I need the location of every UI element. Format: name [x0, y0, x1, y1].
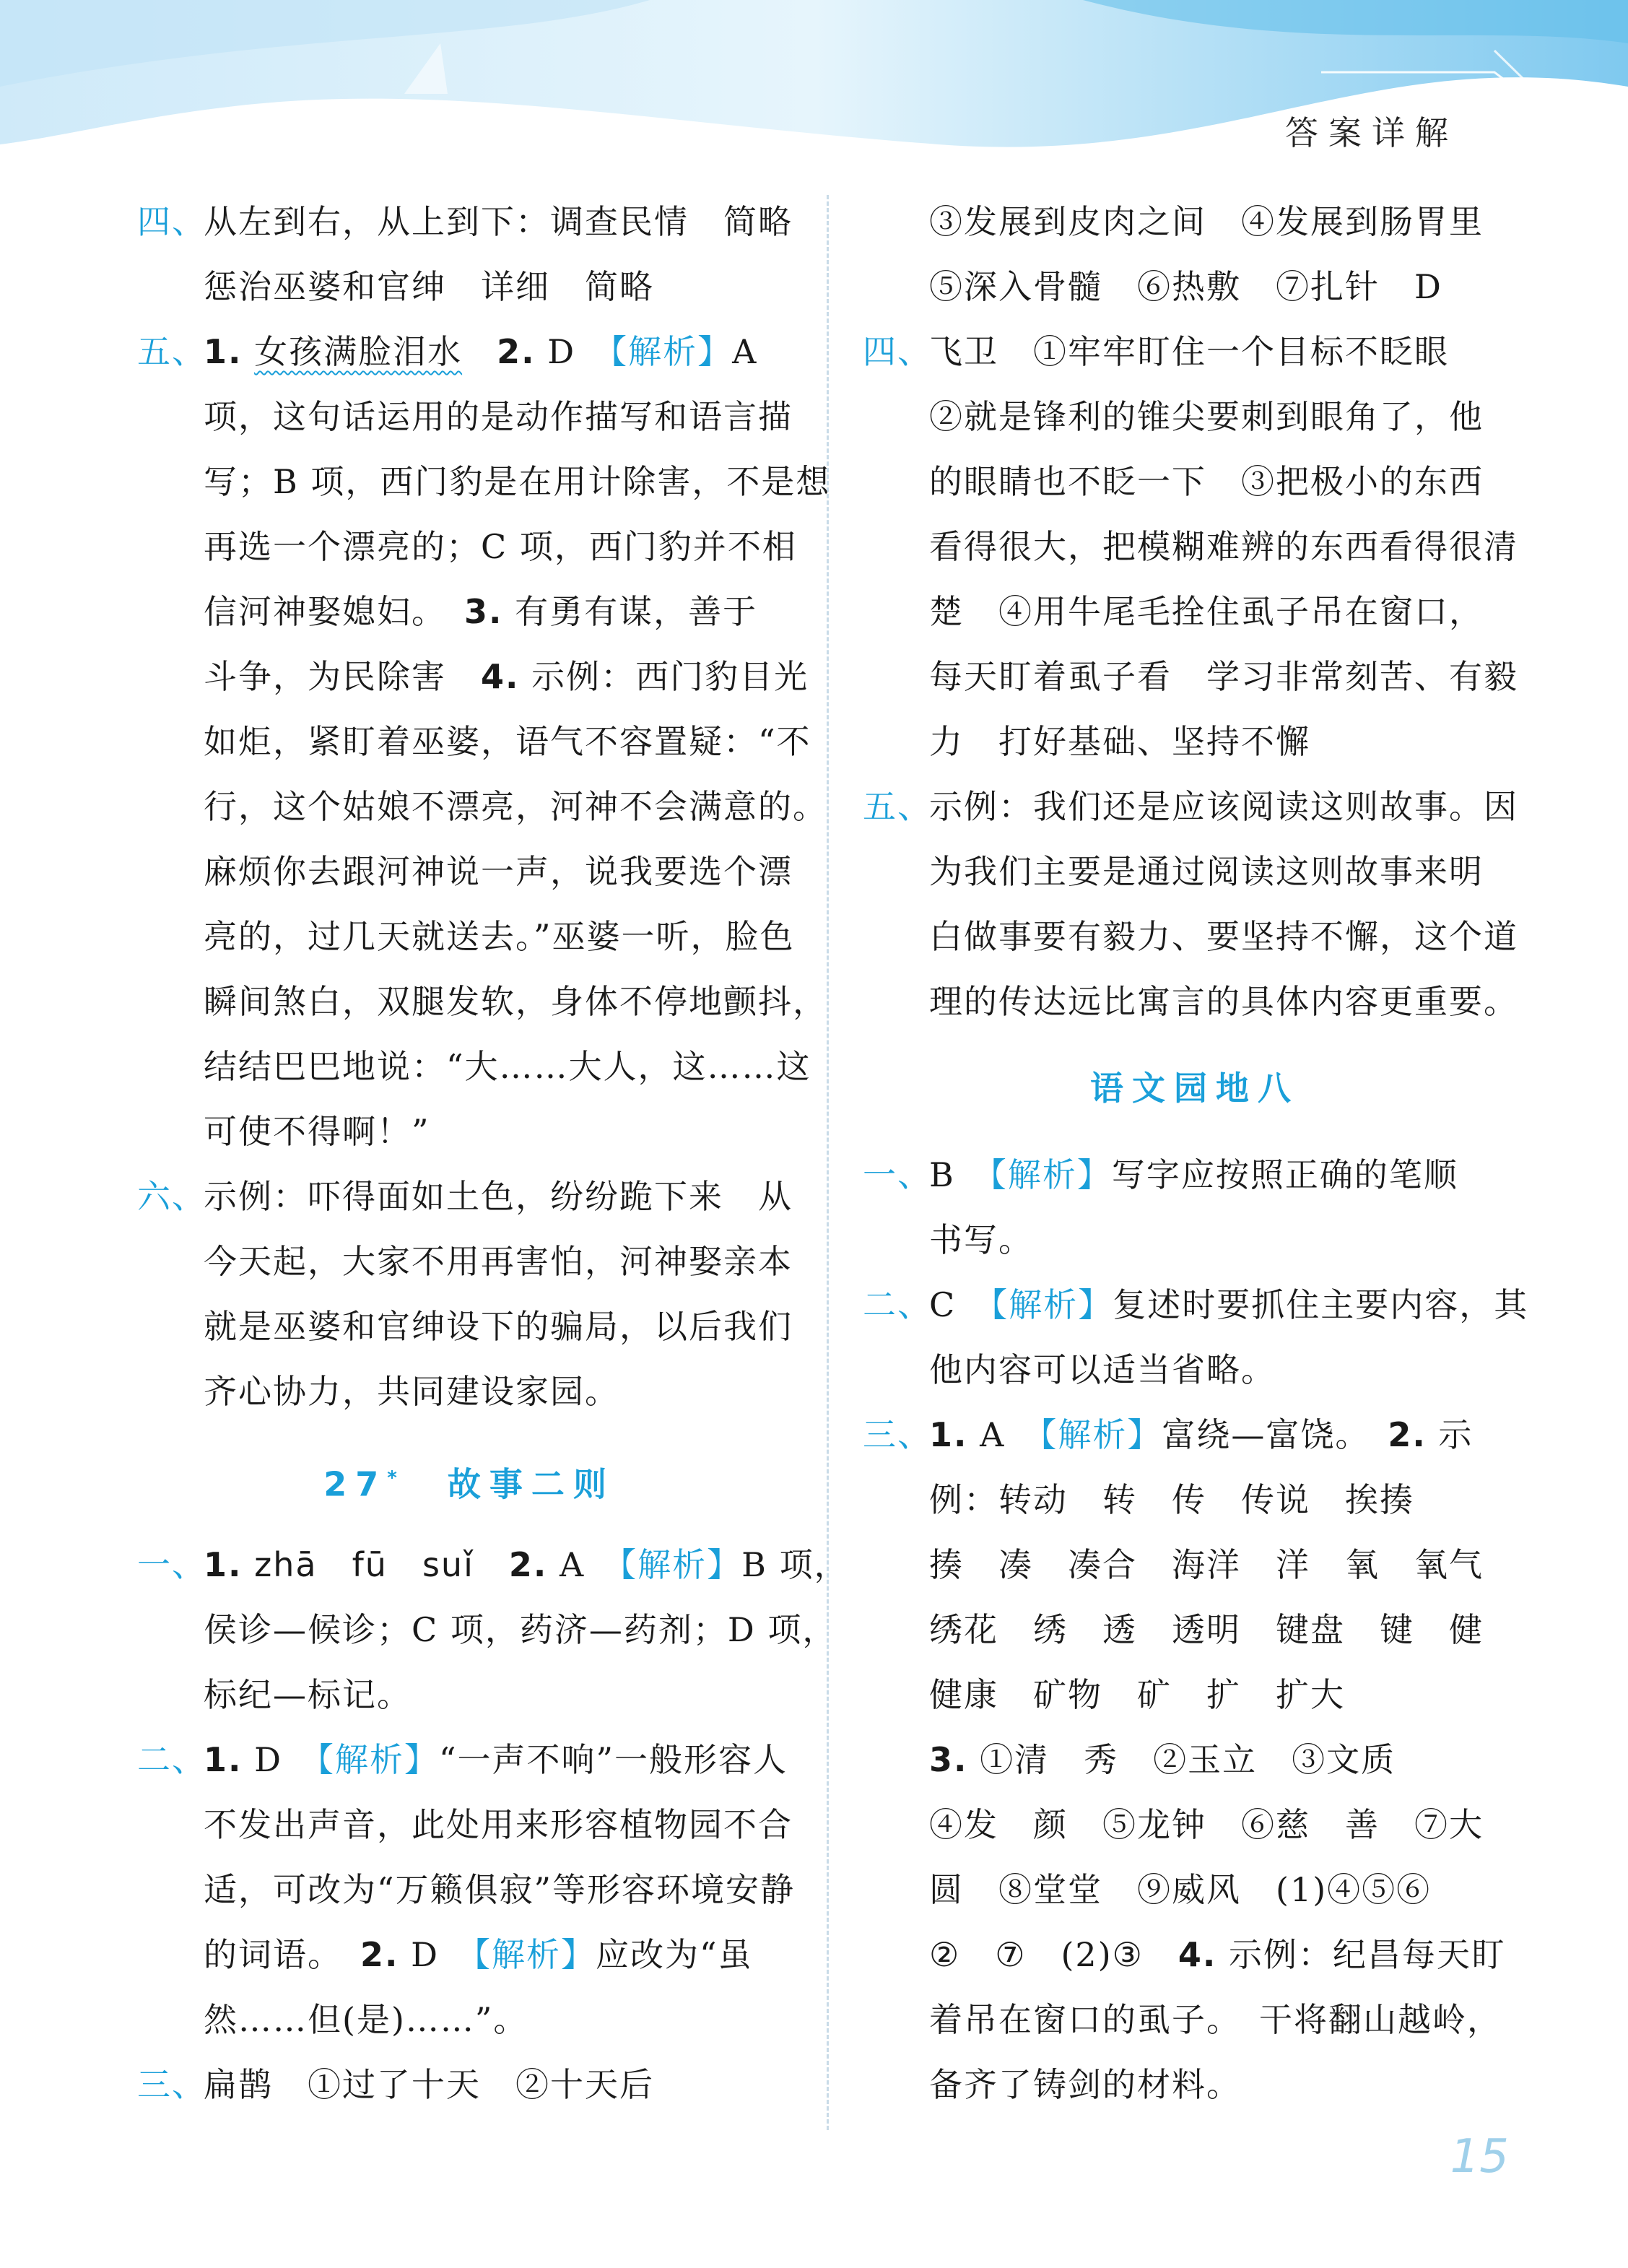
answer-line: 惩治巫婆和官绅 详细 简略 [204, 267, 654, 306]
analysis-tag: 【解析】 [317, 1740, 439, 1779]
answer-line: 五、1. 女孩满脸泪水 2. D 【解析】A [137, 332, 758, 371]
analysis-tag: 【解析】 [619, 1545, 742, 1584]
answer-line: 着吊在窗口的虱子。 干将翻山越岭， [929, 2000, 1502, 2039]
answer-line: ⑤深入骨髓 ⑥热敷 ⑦扎针 D [929, 267, 1442, 306]
analysis-tag: 【解析】 [474, 1935, 596, 1974]
answer-line: 再选一个漂亮的；C 项，西门豹并不相 [204, 527, 797, 566]
header-title: 答案详解 [1285, 113, 1458, 152]
answer-line: 今天起，大家不用再害怕，河神娶亲本 [204, 1242, 793, 1281]
answer-line: 适，可改为“万籁俱寂”等形容环境安静 [204, 1870, 796, 1909]
analysis-tag: 【解析】 [989, 1155, 1112, 1194]
answer-line: 六、示例：吓得面如土色，纷纷跪下来 从 [137, 1177, 793, 1216]
answer-line: 写；B 项，西门豹是在用计除害，不是想 [204, 462, 831, 501]
answer-line: 的眼睛也不眨一下 ③把极小的东西 [929, 462, 1484, 501]
answer-line: 然……但(是)……”。 [204, 2000, 528, 2039]
answer-line: 力 打好基础、坚持不懈 [929, 722, 1310, 761]
answer-line: 不发出声音，此处用来形容植物园不合 [204, 1805, 793, 1844]
right-column [863, 189, 1527, 2117]
answer-line: 瞬间煞白，双腿发软，身体不停地颤抖， [204, 982, 827, 1021]
answer-line: 三、1. A 【解析】富绕—富饶。 2. 示 [863, 1415, 1474, 1454]
answer-line: 每天盯着虱子看 学习非常刻苦、有毅 [929, 657, 1518, 696]
answer-line: 圆 ⑧堂堂 ⑨威风 (1)④⑤⑥ [929, 1870, 1432, 1909]
answer-line: 一、B 【解析】写字应按照正确的笔顺 [863, 1155, 1458, 1194]
answer-line: 斗争，为民除害 4. 示例：西门豹目光 [204, 657, 809, 696]
answer-line: 理的传达远比寓言的具体内容更重要。 [929, 982, 1518, 1021]
header-banner [0, 0, 1628, 188]
answer-line: 揍 凑 凑合 海洋 洋 氧 氧气 [929, 1545, 1484, 1584]
answer-line: 五、示例：我们还是应该阅读这则故事。因 [863, 787, 1518, 826]
answer-line: 看得很大，把模糊难辨的东西看得很清 [929, 527, 1518, 566]
answer-line: 二、1. D 【解析】“一声不响”一般形容人 [137, 1740, 788, 1779]
answer-line: 备齐了铸剑的材料。 [929, 2065, 1241, 2104]
answer-line: 二、C 【解析】复述时要抓住主要内容，其 [863, 1285, 1529, 1324]
answer-line: 为我们主要是通过阅读这则故事来明 [929, 852, 1484, 891]
answer-line: 的词语。 2. D 【解析】应改为“虽 [204, 1935, 753, 1974]
answer-line: 侯诊—候诊；C 项，药济—药剂；D 项， [204, 1610, 837, 1649]
answer-line: 例：转动 转 传 传说 挨揍 [929, 1480, 1414, 1519]
answer-line: 可使不得啊！” [204, 1112, 430, 1151]
analysis-tag: 【解析】 [991, 1285, 1113, 1324]
answer-line: 楚 ④用牛尾毛拴住虱子吊在窗口， [929, 592, 1484, 631]
answer-line: 行，这个姑娘不漂亮，河神不会满意的。 [204, 787, 827, 826]
answer-line: 白做事要有毅力、要坚持不懈，这个道 [929, 917, 1518, 956]
answer-line: 如炬，紧盯着巫婆，语气不容置疑：“不 [204, 722, 811, 761]
answer-line: ② ⑦ (2)③ 4. 示例：纪昌每天盯 [929, 1935, 1506, 1974]
answer-line: ④发 颜 ⑤龙钟 ⑥慈 善 ⑦大 [929, 1805, 1484, 1844]
answer-line: 他内容可以适当省略。 [929, 1350, 1276, 1389]
answer-line: 书写。 [929, 1220, 1033, 1259]
section-title-27: 27* 故事二则 [323, 1464, 615, 1504]
answer-line: 信河神娶媳妇。 3. 有勇有谋，善于 [204, 592, 758, 631]
analysis-tag: 【解析】 [610, 332, 733, 371]
answer-line: 三、扁鹊 ①过了十天 ②十天后 [137, 2065, 654, 2104]
answer-line: 齐心协力，共同建设家园。 [204, 1372, 619, 1411]
analysis-tag: 【解析】 [1040, 1415, 1162, 1454]
answer-line: ②就是锋利的锥尖要刺到眼角了，他 [929, 397, 1484, 436]
answer-line: 四、从左到右，从上到下：调查民情 简略 [137, 202, 793, 241]
wavy-underlined-answer: 女孩满脸泪水 [254, 332, 463, 371]
left-column [137, 189, 849, 2117]
answer-line: 四、飞卫 ①牢牢盯住一个目标不眨眼 [863, 332, 1449, 371]
answer-line: 亮的，过几天就送去。”巫婆一听，脸色 [204, 917, 795, 956]
answer-line: 就是巫婆和官绅设下的骗局，以后我们 [204, 1307, 793, 1346]
answer-line: 绣花 绣 透 透明 键盘 键 健 [929, 1610, 1484, 1649]
answer-line: 麻烦你去跟河神说一声，说我要选个漂 [204, 852, 793, 891]
answer-line: 项，这句话运用的是动作描写和语言描 [204, 397, 793, 436]
answer-line: ③发展到皮肉之间 ④发展到肠胃里 [929, 202, 1484, 241]
answer-line: 标纪—标记。 [204, 1675, 412, 1714]
section-title-yuwen: 语文园地八 [1090, 1069, 1300, 1108]
answer-line: 一、1. zhā fū suǐ 2. A 【解析】B 项， [137, 1545, 849, 1584]
page-number: 15 [1450, 2130, 1509, 2184]
answer-line: 3. ①清 秀 ②玉立 ③文质 [929, 1740, 1396, 1779]
answer-line: 健康 矿物 矿 扩 扩大 [929, 1675, 1345, 1714]
answer-line: 结结巴巴地说：“大……大人，这……这 [204, 1047, 811, 1086]
